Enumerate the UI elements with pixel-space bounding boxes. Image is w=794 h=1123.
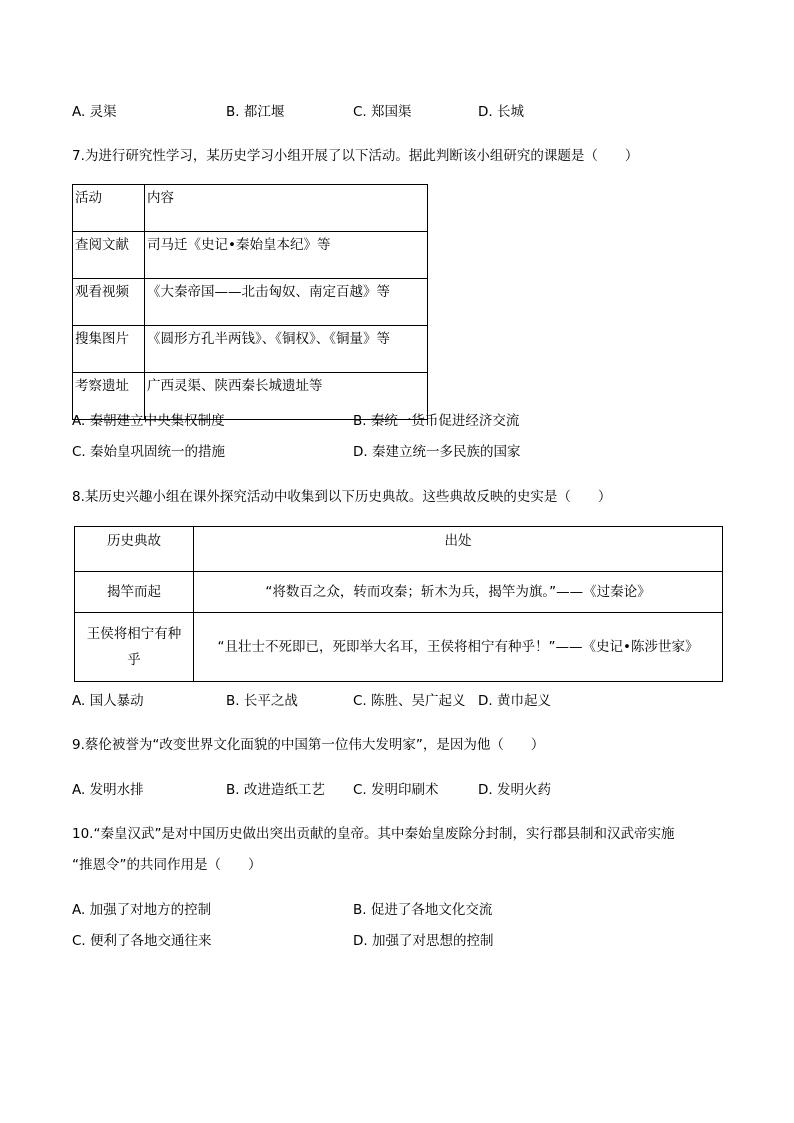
table-cell: 司马迁《史记•秦始皇本纪》等 [145,232,428,279]
q7-option-b[interactable]: B. 秦统一货币促进经济交流 [353,413,520,429]
table-cell: “将数百之众，转而攻秦；斩木为兵，揭竿为旗。”——《过秦论》 [194,572,723,613]
q8-option-b[interactable]: B. 长平之战 [226,693,298,709]
table-row [73,279,428,326]
table-header-cell: 出处 [194,527,723,572]
table-cell: 广西灵渠、陕西秦长城遗址等 [145,373,428,420]
table-cell: 观看视频 [73,279,145,326]
q8-option-d[interactable]: D. 黄巾起义 [478,693,551,709]
table-cell: 《大秦帝国——北击匈奴、南定百越》等 [145,279,428,326]
table-header-row [75,527,723,572]
q9-option-d[interactable]: D. 发明火药 [478,782,551,798]
table-cell: 查阅文献 [73,232,145,279]
table-header-row [73,185,428,232]
table-cell: 搜集图片 [73,326,145,373]
q10-option-b[interactable]: B. 促进了各地文化交流 [353,902,493,918]
table-header-cell: 内容 [145,185,428,232]
table-cell: 揭竿而起 [75,572,194,613]
q10-option-d[interactable]: D. 加强了对思想的控制 [353,933,494,949]
q10-stem-line1: 10.“秦皇汉武”是对中国历史做出突出贡献的皇帝。其中秦始皇废除分封制，实行郡县制和汉武帝实施 [72,826,675,842]
q9-option-a[interactable]: A. 发明水排 [72,782,144,798]
q6-option-c[interactable]: C. 郑国渠 [353,104,412,120]
q8-stem: 8.某历史兴趣小组在课外探究活动中收集到以下历史典故。这些典故反映的史实是（ ） [72,489,612,505]
q9-option-b[interactable]: B. 改进造纸工艺 [226,782,325,798]
table-row [75,572,723,613]
q10-option-a[interactable]: A. 加强了对地方的控制 [72,902,212,918]
table-cell: “且壮士不死即已，死即举大名耳，王侯将相宁有种乎！”——《史记•陈涉世家》 [194,613,723,682]
q7-option-d[interactable]: D. 秦建立统一多民族的国家 [353,444,521,460]
q8-table [74,526,723,682]
q8-option-a[interactable]: A. 国人暴动 [72,693,144,709]
q7-stem: 7.为进行研究性学习，某历史学习小组开展了以下活动。据此判断该小组研究的课题是（ ） [72,148,639,164]
table-cell: 王侯将相宁有种乎 [75,613,194,682]
q9-option-c[interactable]: C. 发明印刷术 [353,782,439,798]
table-row [73,232,428,279]
q7-table [72,184,428,420]
table-cell: 《圆形方孔半两钱》、《铜权》、《铜量》等 [145,326,428,373]
q6-option-a[interactable]: A. 灵渠 [72,104,117,120]
q7-option-a[interactable]: A. 秦朝建立中央集权制度 [72,413,225,429]
table-header-cell: 历史典故 [75,527,194,572]
q10-stem-line2: “推恩令”的共同作用是（ ） [72,857,262,873]
table-row [75,613,723,682]
table-cell: 考察遗址 [73,373,145,420]
q7-option-c[interactable]: C. 秦始皇巩固统一的措施 [72,444,226,460]
q6-option-b[interactable]: B. 都江堰 [226,104,285,120]
table-row [73,326,428,373]
q10-option-c[interactable]: C. 便利了各地交通往来 [72,933,212,949]
q8-option-c[interactable]: C. 陈胜、吴广起义 [353,693,466,709]
q6-option-d[interactable]: D. 长城 [478,104,524,120]
table-header-cell: 活动 [73,185,145,232]
q9-stem: 9.蔡伦被誉为“改变世界文化面貌的中国第一位伟大发明家”，是因为他（ ） [72,737,545,753]
